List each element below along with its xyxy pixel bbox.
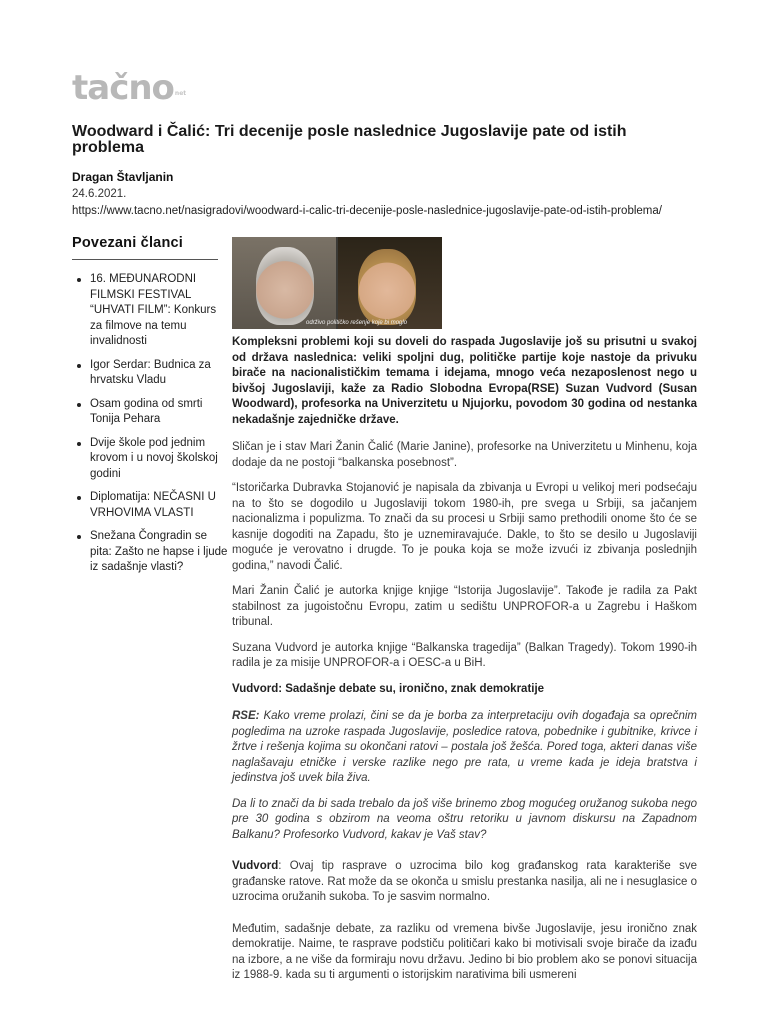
paragraph: Međutim, sadašnje debate, za razliku od vremena bivše Jugoslavije, jesu ironično znak demokratije. Naime, te rasprave podstiču političari kako bi motivisali svoje birače da izađu na izbore, a ne više da formiraju novu državu. Jedino bi bio problem ako se ponovi situacija iz 1988-9. kada su ti argumenti o istorijskim narativima bili usmereni xyxy=(232,922,697,981)
related-articles-title: Povezani članci xyxy=(72,235,183,251)
article-photo xyxy=(232,237,442,329)
article-url[interactable]: https://www.tacno.net/nasigradovi/woodward-i-calic-tri-decenije-posle-naslednice-jugoslavije-pate-od-istih-problema/ xyxy=(72,205,662,217)
interview-question xyxy=(232,709,697,787)
article-body xyxy=(232,335,697,994)
interview-question: Da li to znači da bi sada trebalo da još više brinemo zbog mogućeg oružanog sukoba nego pre 30 godina s obzirom na veoma oštru retoriku u javnom diskursu na Zapadnom Balkanu? Profesorko Vudvord, kakav je Vaš stav? xyxy=(232,797,697,841)
portrait-woman-left xyxy=(256,247,314,325)
paragraph: “Istoričarka Dubravka Stojanović je napisala da zbivanja u Evropi u velikoj meri podsećaju na to što se dogodilo u Jugoslaviji tokom 1980-ih, pre svega u Srbiji, sa jačanjem nacionalizma i populizma. To znači da su procesi u Srbiji samo prethodili onome što će se kasnije dogoditi na Zapadu, što je uznemiravajuće. Dakle, to što se desilo u Jugoslaviji moguće je verovatno i drugde. To je pouka koja se može izvući iz zbivanja poslednjih godina,” navodi Čalić. xyxy=(232,482,697,572)
related-articles-sidebar xyxy=(72,235,228,584)
section-subheading: Vudvord: Sadašnje debate su, ironično, znak demokratije xyxy=(232,682,545,695)
related-article-link[interactable]: Osam godina od smrti Tonija Pehara xyxy=(90,397,203,425)
interview-answer xyxy=(232,859,697,906)
sidebar-divider xyxy=(72,259,218,260)
related-articles-list xyxy=(72,272,228,576)
related-article-item xyxy=(72,529,230,576)
related-article-item xyxy=(72,490,230,521)
question-text: Kako vreme prolazi, čini se da je borba za interpretaciju ovih događaja sa oprečnim pogledima na uzroke raspada Jugoslavije, posledice ratova, pobednike i gubitnike, krivce i žrtve i rešenja kojima su okončani ratovi – postala još žešća. Pored toga, akteri danas više naglašavaju etničke i verske razlike nego pre rata, u vreme kada je ideja bratstva i jedinstva još uvek bila živa. xyxy=(232,710,697,784)
related-article-item xyxy=(72,436,230,483)
related-article-link[interactable]: Diplomatija: NEČASNI U VRHOVIMA VLASTI xyxy=(90,491,216,519)
logo-suffix: net xyxy=(174,90,187,97)
related-article-link[interactable]: Dvije škole pod jednim krovom i u novoj školskoj godini xyxy=(90,436,218,480)
related-article-item xyxy=(72,397,230,428)
portrait-woman-right xyxy=(358,249,416,325)
paragraph: Suzana Vudvord je autorka knjige “Balkanska tragedija” (Balkan Tragedy). Tokom 1990-ih radila je za misije UNPROFOR-a i OESC-a u BiH. xyxy=(232,641,697,669)
article-lead: Kompleksni problemi koji su doveli do raspada Jugoslavije još su prisutni u svakoj od država naslednica: veliki spoljni dug, političke partije koje nastoje da privuku birače na nacionalističkim temama i idejama, mnogo veća nezaposlenost nego u bivšoj Jugoslaviji, kaže za Radio Slobodna Evropa(RSE) Suzan Vudvord (Susan Woodward), profesorka na Univerzitetu u Njujorku, povodom 30 godina od nestanka nekadašnje zajedničke države. xyxy=(232,336,697,426)
related-article-item xyxy=(72,272,230,350)
paragraph: Mari Žanin Čalić je autorka knjige knjige “Istorija Jugoslavije”. Takođe je radila za Pakt stabilnost za jugoistočnu Evropu, zatim u sedištu UNPROFOR-a u Zagrebu i Haškom tribunal. xyxy=(232,585,697,628)
logo-text: tačno xyxy=(72,68,174,108)
article-title: Woodward i Čalić: Tri decenije posle naslednice Jugoslavije pate od istih problema xyxy=(72,123,627,156)
paragraph: Sličan je i stav Mari Žanin Čalić (Marie Janine), profesorke na Univerzitetu u Minhenu, koja dodaje da ne postoji “balkanska posebnost”. xyxy=(232,441,697,469)
site-logo[interactable] xyxy=(72,68,186,108)
photo-subtitle: održivo političko rešenje koje bi moglo xyxy=(306,320,408,326)
answer-text: : Ovaj tip rasprave o uzrocima bilo kog građanskog rata karakteriše sve građanske ratove. Rat može da se okonča u smislu prestanka nasilja, ali ne i nesuglasice o uzrocima oružanih sukoba. To je sasvim normalno. xyxy=(232,860,697,903)
rse-label: RSE: xyxy=(232,710,260,722)
article-date: 24.6.2021. xyxy=(72,188,127,200)
article-author: Dragan Štavljanin xyxy=(72,170,174,184)
related-article-link[interactable]: Igor Serdar: Budnica za hrvatsku Vladu xyxy=(90,358,211,386)
vudvord-label: Vudvord xyxy=(232,860,279,872)
related-article-item xyxy=(72,358,230,389)
related-article-link[interactable]: 16. MEĐUNARODNI FILMSKI FESTIVAL “UHVATI FILM”: Konkurs za filmove na temu invalidnosti xyxy=(90,273,217,347)
related-article-link[interactable]: Snežana Čongradin se pita: Zašto ne hapse i ljude iz sadašnje vlasti? xyxy=(90,530,228,573)
